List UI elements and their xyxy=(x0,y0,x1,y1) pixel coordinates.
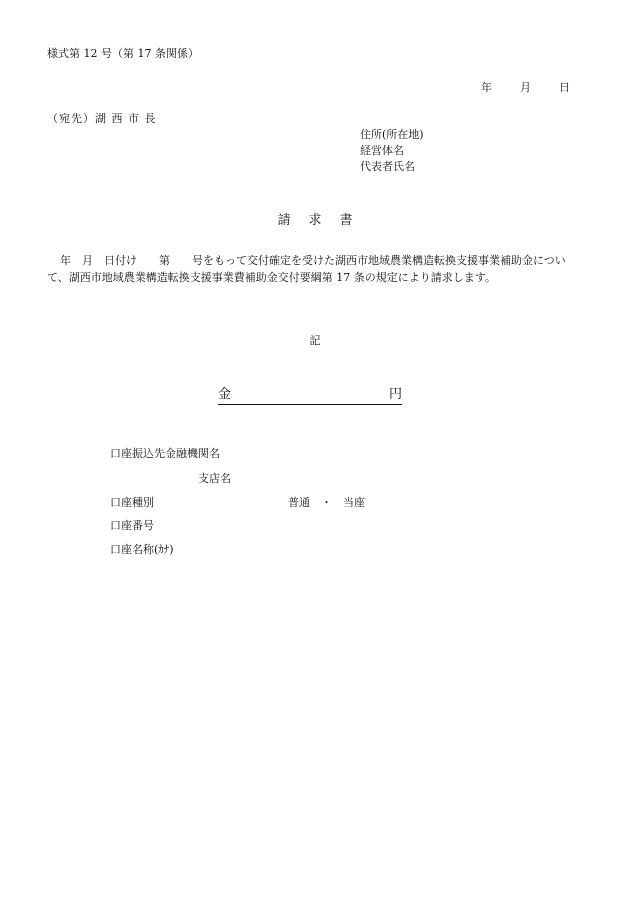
bank-institution-label: 口座振込先金融機関名 xyxy=(110,447,220,460)
body-text: 年 月 日付け 第 号をもって交付確定を受けた湖西市地域農業構造転換支援事業補助金について、湖西市地域農業構造転換支援事業費補助金交付要綱第 17 条の規定により請求します。 xyxy=(47,254,566,284)
record-label: 記 xyxy=(309,334,321,347)
document-title: 請求書 xyxy=(277,213,371,228)
account-number-label: 口座番号 xyxy=(110,519,154,532)
account-holder-label: 口座名称(ｶﾅ) xyxy=(110,543,174,556)
amount-suffix: 円 xyxy=(388,387,402,402)
amount-line xyxy=(218,387,402,405)
date-year-label: 年 xyxy=(481,81,492,94)
applicant-block xyxy=(360,127,424,175)
representative-label: 代表者氏名 xyxy=(360,160,415,173)
account-type-label: 口座種別 xyxy=(110,496,154,509)
date-month-label: 月 xyxy=(520,81,531,94)
address-label: 住所(所在地) xyxy=(360,128,424,141)
business-name-label: 経営体名 xyxy=(360,144,404,157)
addressee: （宛先）湖 西 市 長 xyxy=(47,112,157,125)
form-number: 様式第 12 号（第 17 条関係） xyxy=(47,47,199,60)
bank-branch-label: 支店名 xyxy=(198,472,231,485)
date-day-label: 日 xyxy=(559,81,570,94)
amount-prefix: 金 xyxy=(218,387,232,402)
date-line xyxy=(481,81,570,95)
account-type-options: 普通 ・ 当座 xyxy=(288,496,365,509)
